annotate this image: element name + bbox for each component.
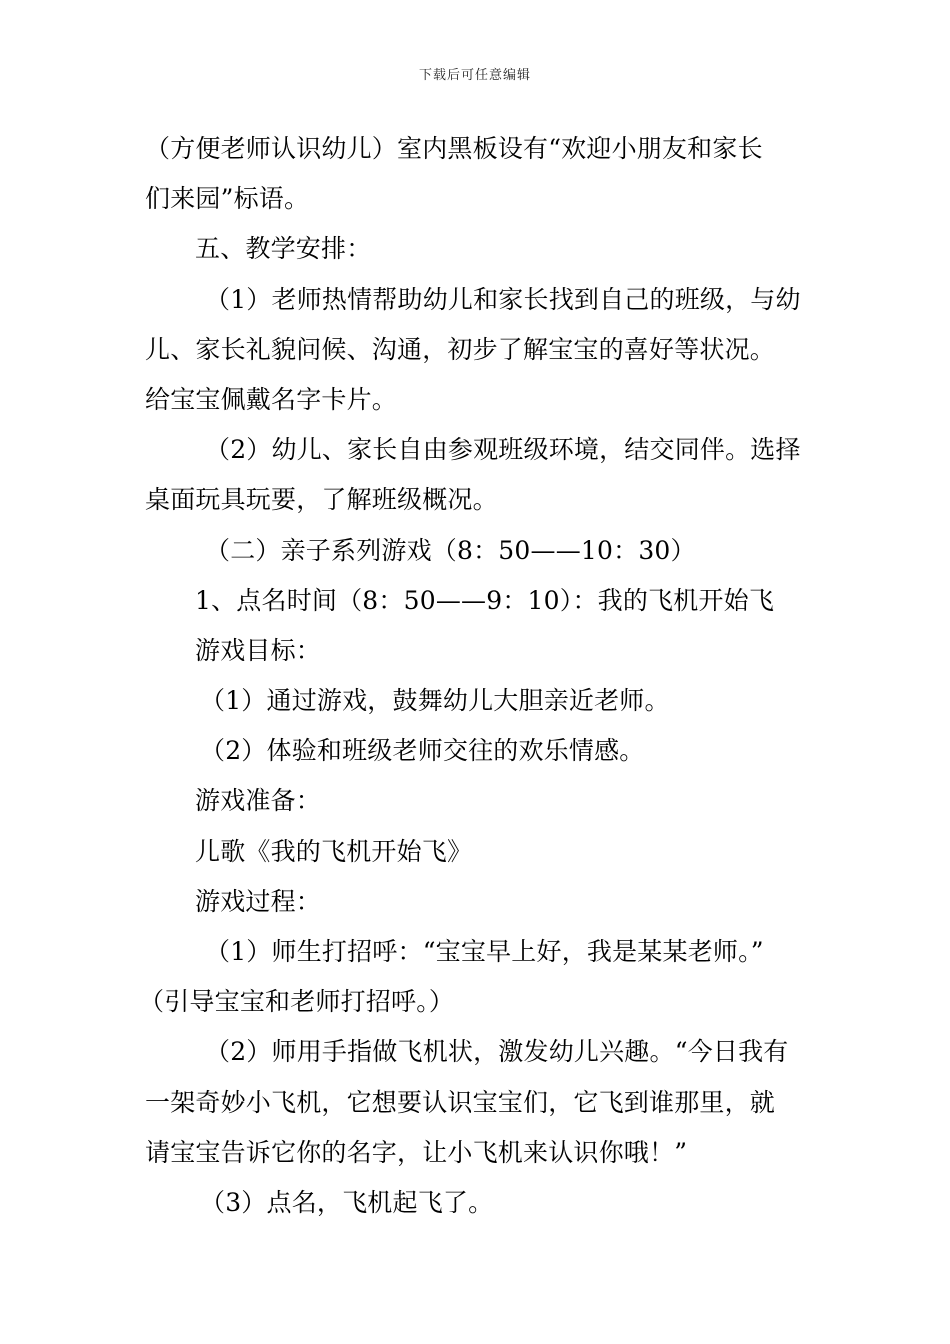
paragraph-line: （2）幼儿、家长自由参观班级环境，结交同伴。选择 — [205, 435, 801, 465]
paragraph-line: 儿、家长礼貌问候、沟通，初步了解宝宝的喜好等状况。 — [145, 334, 776, 364]
paragraph-line: （2）师用手指做飞机状，激发幼儿兴趣。“今日我有 — [205, 1037, 789, 1067]
paragraph-line: 给宝宝佩戴名字卡片。 — [145, 384, 398, 414]
section-heading: （二）亲子系列游戏（8：50——10：30） — [205, 535, 696, 565]
section-heading: 1、点名时间（8：50——9：10）：我的飞机开始飞 — [195, 585, 775, 615]
list-item: （1）通过游戏，鼓舞幼儿大胆亲近老师。 — [200, 686, 670, 716]
paragraph-line: （方便老师认识幼儿）室内黑板设有“欢迎小朋友和家长 — [145, 134, 763, 163]
subheading: 游戏准备： — [195, 786, 322, 816]
paragraph-line: （1）老师热情帮助幼儿和家长找到自己的班级，与幼 — [205, 284, 801, 314]
paragraph-line: 请宝宝告诉它你的名字，让小飞机来认识你哦！” — [145, 1137, 688, 1167]
subheading: 游戏过程： — [195, 886, 322, 916]
paragraph-line: 一架奇妙小飞机，它想要认识宝宝们，它飞到谁那里，就 — [145, 1087, 776, 1117]
subheading: 游戏目标： — [195, 635, 322, 665]
paragraph-line: （引导宝宝和老师打招呼。） — [139, 987, 455, 1017]
paragraph-line: 儿歌《我的飞机开始飞》 — [195, 836, 473, 866]
paragraph-line: （3）点名，飞机起飞了。 — [200, 1187, 494, 1217]
paragraph-line: 们来园”标语。 — [145, 184, 310, 214]
paragraph-line: （1）师生打招呼：“宝宝早上好，我是某某老师。” — [205, 937, 764, 966]
document-body — [139, 124, 810, 1228]
paragraph-line: 桌面玩具玩要，了解班级概况。 — [145, 485, 498, 515]
list-item: （2）体验和班级老师交往的欢乐情感。 — [200, 736, 645, 766]
section-heading: 五、教学安排： — [195, 234, 372, 264]
page-header: 下载后可任意编辑 — [418, 68, 531, 83]
